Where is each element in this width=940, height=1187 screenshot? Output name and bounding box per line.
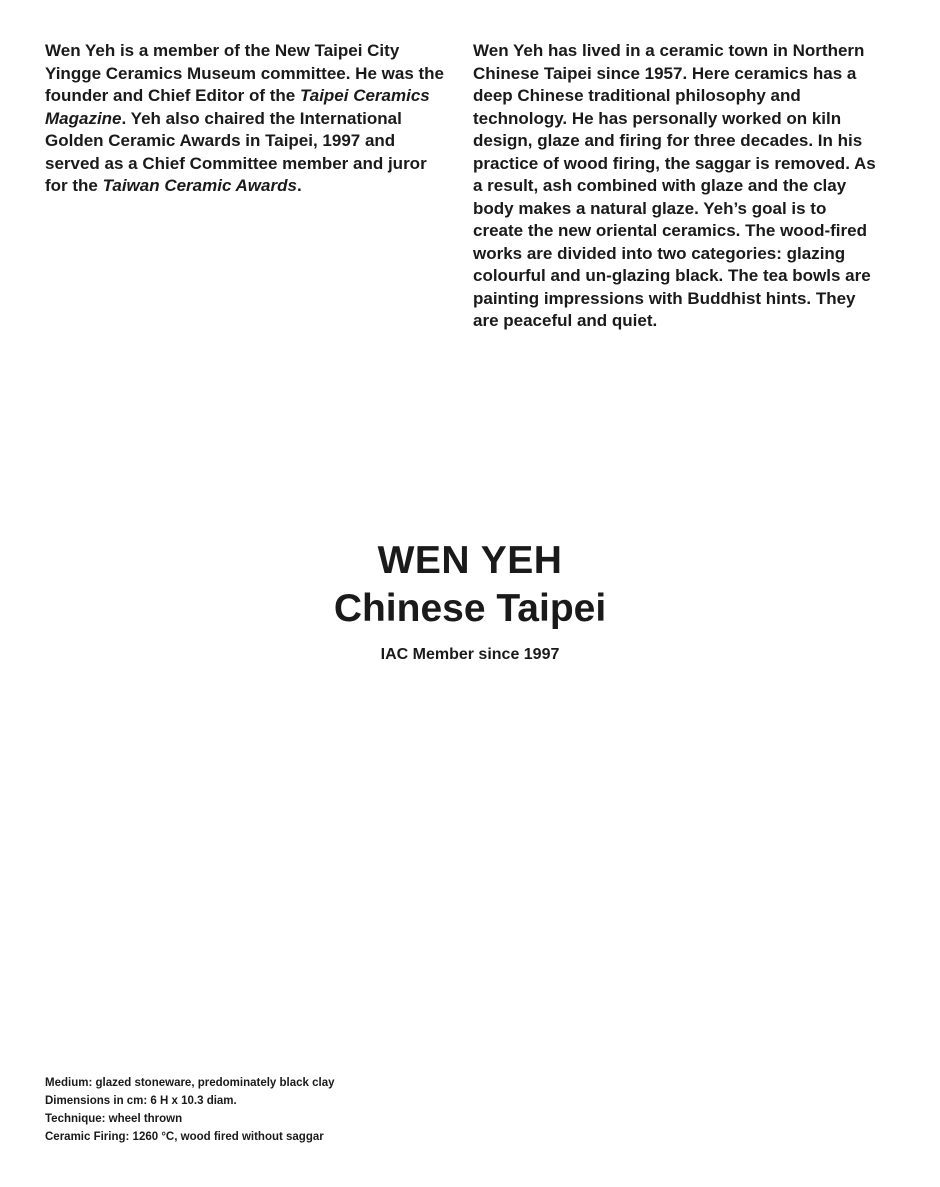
artist-name: WEN YEH <box>377 539 563 582</box>
artist-title-block <box>0 537 940 665</box>
membership-text: IAC Member since 1997 <box>380 646 560 663</box>
artwork-specs <box>45 1074 545 1146</box>
artist-country: Chinese Taipei <box>333 587 607 630</box>
spec-technique: Technique: wheel thrown <box>45 1113 183 1125</box>
bio-left-text-3: . <box>296 176 302 195</box>
spec-dimensions: Dimensions in cm: 6 H x 10.3 diam. <box>45 1095 237 1107</box>
magazine-title: Taipei Ceramics Magazine <box>45 86 430 128</box>
bio-left-text-1: Wen Yeh is a member of the New Taipei City Yingge Ceramics Museum committee. He was the founder and Chief Editor of the <box>45 41 444 105</box>
bio-left-paragraph <box>45 40 445 198</box>
spec-medium: Medium: glazed stoneware, predominately black clay <box>45 1077 335 1089</box>
bio-left-text-2: . Yeh also chaired the International Golden Ceramic Awards in Taipei, 1997 and served as a Chief Committee member and juror for the <box>45 108 427 195</box>
spec-firing: Ceramic Firing: 1260 °C, wood fired without saggar <box>45 1131 324 1143</box>
awards-title: Taiwan Ceramic Awards <box>102 176 297 195</box>
bio-right-paragraph: Wen Yeh has lived in a ceramic town in Northern Chinese Taipei since 1957. Here ceramics has a deep Chinese traditional philosophy and technology. He has personally worked on kiln design, glaze and firing for three decades. In his practice of wood firing, the saggar is removed. As a result, ash combined with glaze and the clay body makes a natural glaze. Yeh’s goal is to create the new oriental ceramics. The wood-fired works are divided into two categories: glazing colourful and un-glazing black. The tea bowls are painting impressions with Buddhist hints. They are peaceful and quiet. <box>473 41 876 330</box>
